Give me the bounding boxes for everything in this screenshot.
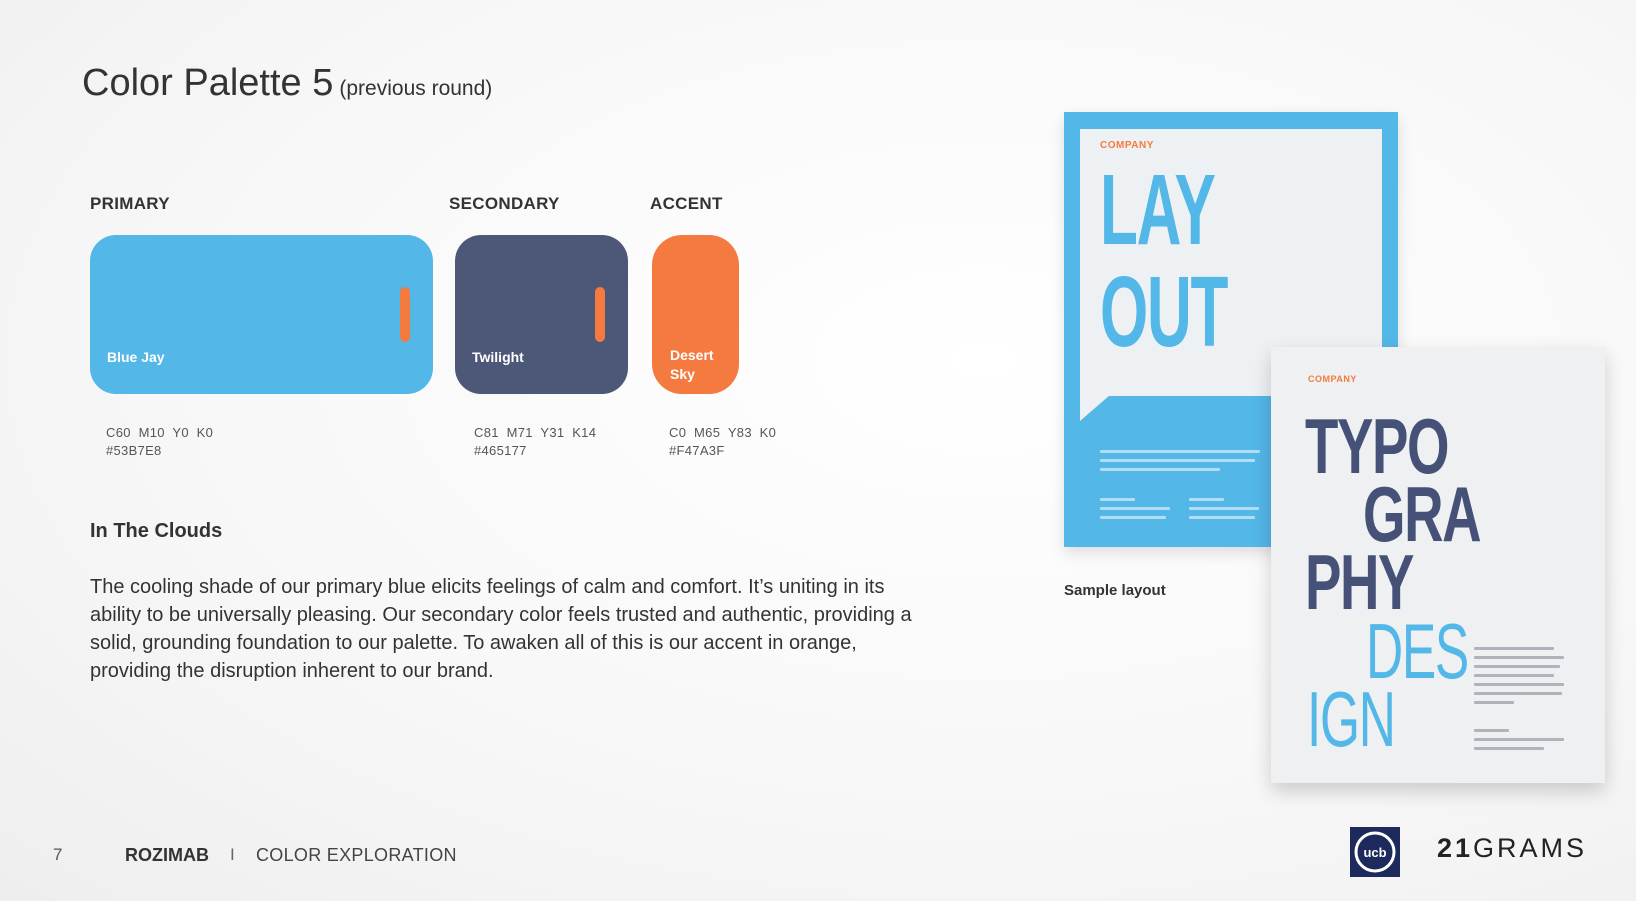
agency-num: 21	[1437, 833, 1474, 863]
page-subtitle: (previous round)	[339, 77, 493, 100]
secondary-hex: #465177	[474, 443, 527, 458]
section-body: The cooling shade of our primary blue elicits feelings of calm and comfort. It’s uniting in its ability to be universally pleasing. Our secondary color feels trusted and authentic, providing a solid, grounding foundation to our palette. To awaken all of this is our accent in orange, providing the disruption inherent to our brand.	[90, 576, 912, 682]
accent-bar-marker	[400, 287, 410, 342]
secondary-codes	[474, 424, 596, 460]
accent-codes	[669, 424, 776, 460]
sample-layout-caption: Sample layout	[1064, 582, 1166, 599]
poster1-lorem	[1100, 450, 1260, 477]
poster2-lorem-2	[1474, 729, 1564, 756]
poster1-line1: LAY	[1100, 154, 1215, 266]
section-title: In The Clouds	[90, 520, 223, 542]
accent-bar-marker	[595, 287, 605, 342]
agency-word: GRAMS	[1473, 833, 1588, 863]
page-title	[82, 62, 492, 105]
secondary-swatch-name: Twilight	[472, 349, 524, 365]
primary-hex: #53B7E8	[106, 443, 162, 458]
ucb-logo-text: ucb	[1363, 845, 1387, 860]
primary-swatch-name: Blue Jay	[107, 349, 165, 365]
accent-name-line1: Desert	[670, 347, 714, 363]
page-title-main: Color Palette 5	[82, 62, 334, 104]
primary-heading: PRIMARY	[90, 194, 170, 213]
poster1-company: COMPANY	[1100, 140, 1154, 151]
poster1-lorem-col1	[1100, 498, 1170, 525]
ucb-logo	[1350, 827, 1400, 877]
agency-logo	[1437, 833, 1587, 864]
ucb-logo-icon	[1350, 827, 1400, 877]
speech-bubble-tail	[1080, 395, 1110, 421]
accent-name-line2: Sky	[670, 366, 695, 382]
footer-section: COLOR EXPLORATION	[256, 845, 457, 865]
primary-swatch	[90, 235, 433, 394]
poster1-lorem-col2	[1189, 498, 1259, 525]
primary-cmyk: C60 M10 Y0 K0	[106, 425, 214, 440]
accent-swatch	[652, 235, 739, 394]
footer-brand: ROZIMAB	[125, 845, 209, 865]
secondary-cmyk: C81 M71 Y31 K14	[474, 425, 597, 440]
accent-heading: ACCENT	[650, 194, 723, 213]
accent-cmyk: C0 M65 Y83 K0	[669, 425, 777, 440]
primary-codes	[106, 424, 213, 460]
accent-hex: #F47A3F	[669, 443, 725, 458]
accent-swatch-name	[670, 346, 714, 384]
poster2-line3: PHY	[1305, 538, 1414, 626]
secondary-heading: SECONDARY	[449, 194, 560, 213]
poster2-line5: IGN	[1307, 675, 1395, 763]
secondary-swatch	[455, 235, 628, 394]
poster2-company: COMPANY	[1308, 374, 1357, 384]
page-number: 7	[53, 845, 63, 864]
footer-separator: I	[230, 845, 235, 864]
poster2-line1: TYPO	[1305, 402, 1449, 490]
sample-poster-typography	[1271, 347, 1605, 783]
poster2-lorem	[1474, 647, 1564, 710]
poster2-line4: DES	[1366, 607, 1468, 695]
poster1-line2: OUT	[1100, 256, 1228, 368]
poster2-line2: GRA	[1363, 470, 1481, 558]
